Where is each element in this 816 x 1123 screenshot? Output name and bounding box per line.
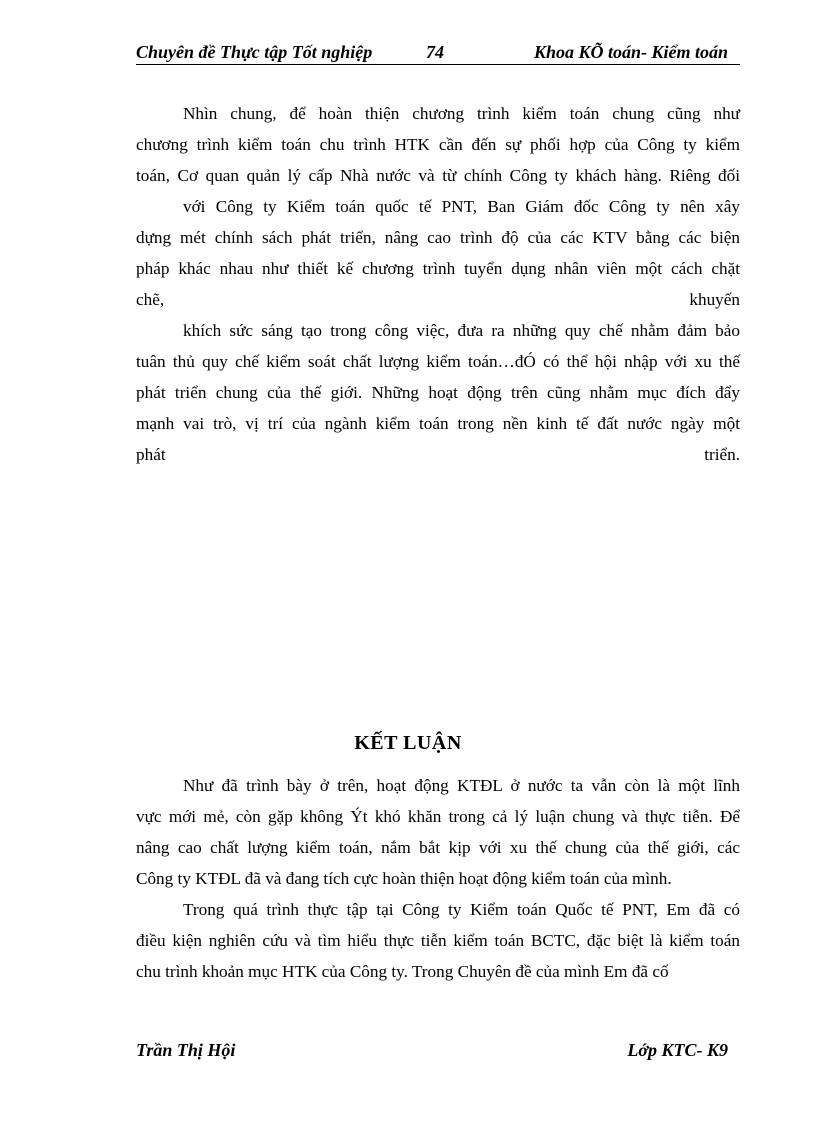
recommendation-paragraphs	[136, 98, 740, 470]
header-page-number: 74	[426, 42, 444, 62]
text-line: chương trình kiểm toán chu trình HTK cần đến sự phối hợp của Công ty kiểm	[136, 135, 740, 154]
header-document-title: Chuyên đề Thực tập Tốt nghiệp	[136, 42, 373, 62]
footer-author: Trần Thị Hội	[136, 1040, 236, 1060]
text-line: với Công ty Kiểm toán quốc tế PNT, Ban Giám đốc Công ty nên xây	[183, 197, 740, 216]
text-line: điều kiện nghiên cứu và tìm hiểu thực tiễn kiểm toán BCTC, đặc biệt là kiểm toán	[136, 931, 740, 950]
text-fragment: triển.	[704, 445, 740, 464]
header-faculty: Khoa KÕ toán- Kiểm toán	[533, 42, 728, 62]
text-line: dựng mét chính sách phát triển, nâng cao trình độ của các KTV bằng các biện	[136, 228, 740, 247]
page-header	[136, 38, 740, 65]
paragraph	[136, 315, 740, 470]
text-line: nâng cao chất lượng kiểm toán, nắm bắt kịp với xu thế chung của thế giới, các	[136, 838, 740, 857]
text-fragment: chẽ,	[136, 290, 165, 309]
text-line: chu trình khoản mục HTK của Công ty. Trong Chuyên đề của mình Em đã cố	[136, 962, 669, 981]
paragraph	[136, 894, 740, 987]
text-line: Nhìn chung, để hoàn thiện chương trình kiểm toán chung cũng như	[183, 104, 740, 123]
text-line-split	[136, 284, 740, 315]
paragraph	[136, 191, 740, 315]
text-line: Trong quá trình thực tập tại Công ty Kiểm toán Quốc tế PNT, Em đã có	[183, 900, 740, 919]
text-fragment: khuyến	[689, 290, 740, 309]
text-line: khích sức sáng tạo trong công việc, đưa ra những quy chế nhằm đảm bảo	[183, 321, 740, 340]
text-line: mạnh vai trò, vị trí của ngành kiểm toán trong nền kinh tế đất nước ngày một	[136, 414, 740, 433]
footer-class: Lớp KTC- K9	[627, 1040, 728, 1060]
text-line: tuân thủ quy chế kiểm soát chất lượng kiểm toán…đÓ có thể hội nhập với xu thế	[136, 352, 740, 371]
paragraph	[136, 98, 740, 191]
text-line: toán, Cơ quan quản lý cấp Nhà nước và từ chính Công ty khách hàng. Riêng đối	[136, 166, 740, 185]
conclusion-heading: KẾT LUẬN	[354, 732, 462, 754]
paragraph	[136, 770, 740, 894]
text-line: Như đã trình bày ở trên, hoạt động KTĐL ở nước ta vẫn còn là một lĩnh	[183, 776, 740, 795]
conclusion-paragraphs	[136, 770, 740, 987]
text-line: pháp khác nhau như thiết kế chương trình tuyển dụng nhân viên một cách chặt	[136, 259, 740, 278]
text-line: vực mới mẻ, còn gặp không Ýt khó khăn trong cả lý luận chung và thực tiễn. Để	[136, 807, 740, 826]
text-line: Công ty KTĐL đã và đang tích cực hoàn thiện hoạt động kiểm toán của mình.	[136, 869, 672, 888]
page-footer	[136, 1040, 740, 1066]
text-line-split	[136, 439, 740, 470]
text-fragment: phát	[136, 445, 166, 464]
text-line: phát triển chung của thế giới. Những hoạt động trên cũng nhằm mục đích đẩy	[136, 383, 740, 402]
